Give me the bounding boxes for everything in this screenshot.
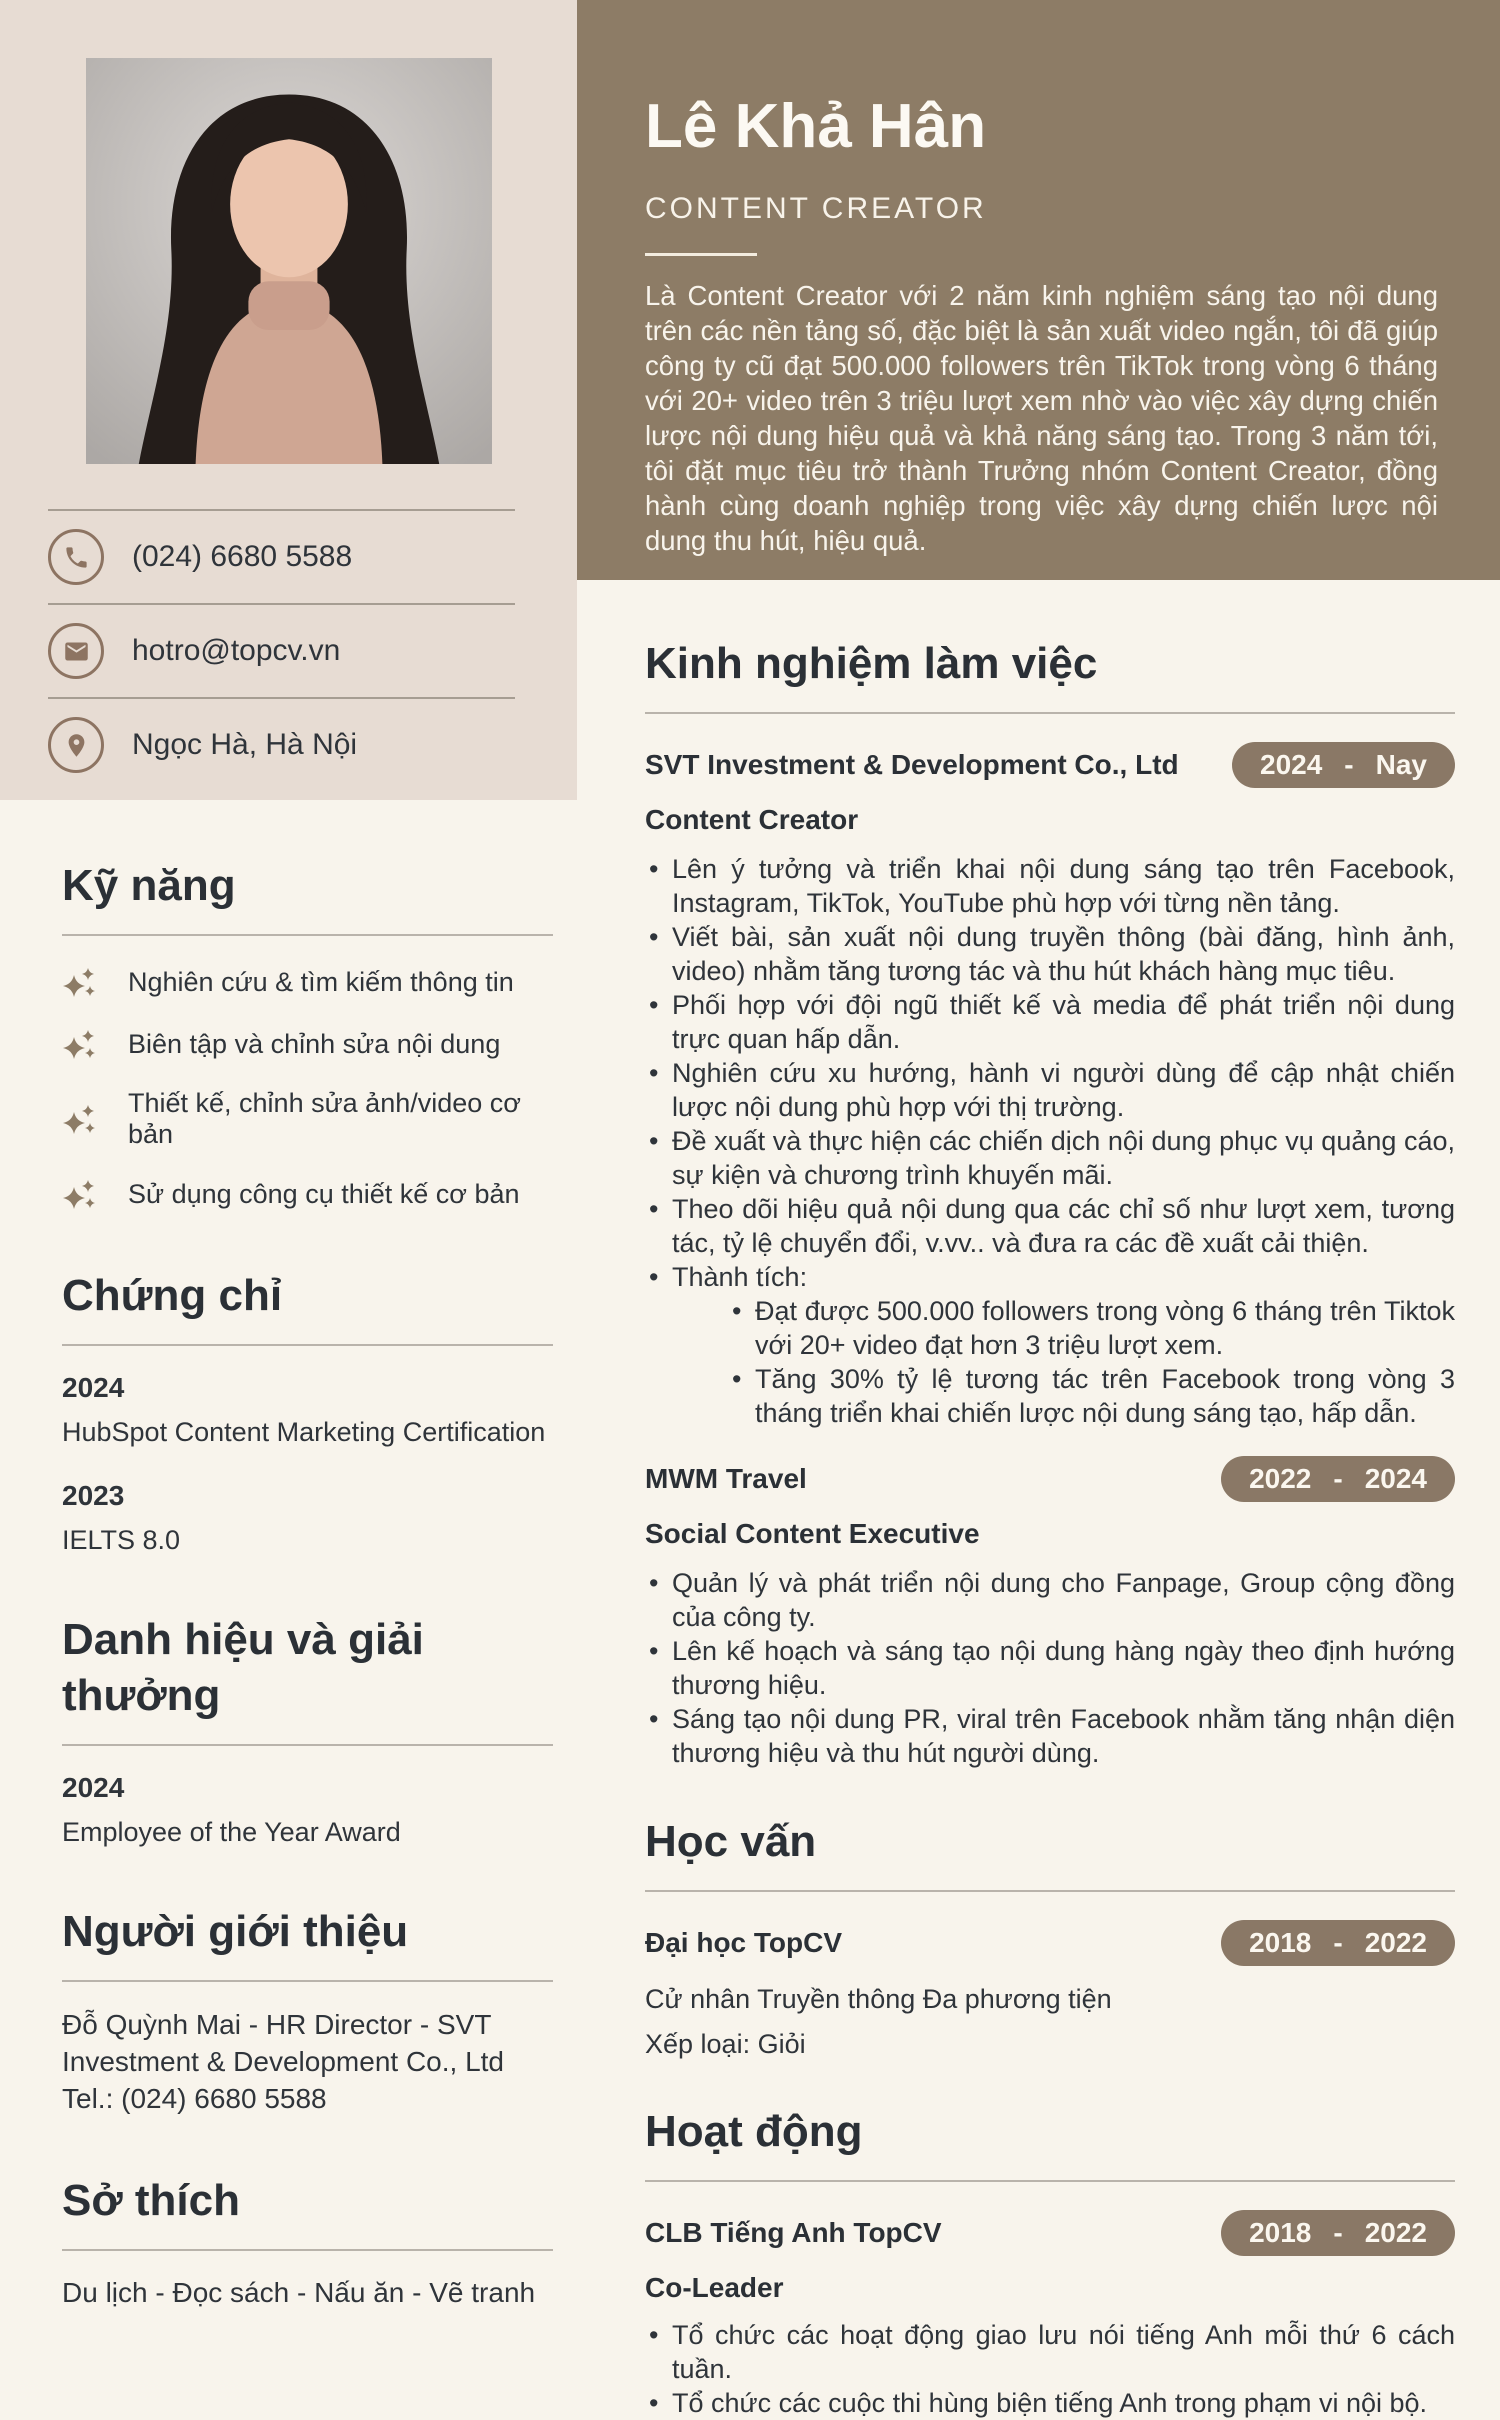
skill-label: Thiết kế, chỉnh sửa ảnh/video cơ bản bbox=[128, 1088, 521, 1149]
experience-heading: Kinh nghiệm làm việc bbox=[645, 639, 1098, 688]
bullet-item: • Tổ chức các cuộc thi hùng biện tiếng Anh trong phạm vi nội bộ. bbox=[645, 2386, 1455, 2420]
divider bbox=[645, 1890, 1455, 1892]
company-name: SVT Investment & Development Co., Ltd bbox=[645, 749, 1179, 780]
grade: Xếp loại: Giỏi bbox=[645, 2029, 806, 2059]
sidebar-photo-panel bbox=[0, 0, 577, 800]
section-experience bbox=[645, 636, 1455, 1770]
bullet-item: • Lên kế hoạch và sáng tạo nội dung hàng ngày theo định hướng thương hiệu. bbox=[645, 1634, 1455, 1702]
divider bbox=[62, 1744, 553, 1746]
experience-bullets bbox=[645, 1566, 1455, 1770]
header bbox=[577, 0, 1500, 580]
bullet-item: • Tổ chức các hoạt động giao lưu nói tiếng Anh mỗi thứ 6 cách tuần. bbox=[645, 2318, 1455, 2386]
period-start: 2018 bbox=[1249, 2217, 1312, 2248]
sparkle-icon bbox=[62, 964, 98, 1000]
main-column bbox=[577, 0, 1500, 2420]
entry-header bbox=[645, 1456, 1455, 1502]
section-certificates bbox=[62, 1268, 553, 1556]
reference-text: Đỗ Quỳnh Mai - HR Director - SVT Investment & Development Co., Ltd bbox=[62, 2009, 504, 2077]
bullet-item: • Nghiên cứu xu hướng, hành vi người dùng để cập nhật chiến lược nội dung phù hợp với thị trường. bbox=[645, 1056, 1455, 1124]
school-name: Đại học TopCV bbox=[645, 1927, 843, 1958]
contact-row-email bbox=[48, 603, 515, 697]
bullet-item: • Theo dõi hiệu quả nội dung qua các chỉ số như lượt xem, tương tác, tỷ lệ chuyển đổi, v.vv.. và đưa ra các đề xuất cải thiện. bbox=[645, 1192, 1455, 1260]
award-name: Employee of the Year Award bbox=[62, 1817, 401, 1847]
certificate-year: 2023 bbox=[62, 1480, 125, 1511]
sidebar bbox=[62, 800, 553, 2309]
experience-entry bbox=[645, 742, 1455, 1430]
bullet-item: • Phối hợp với đội ngũ thiết kế và media để phát triển nội dung trực quan hấp dẫn. bbox=[645, 988, 1455, 1056]
phone-icon bbox=[48, 529, 104, 585]
skill-item bbox=[62, 964, 553, 1000]
main-body bbox=[577, 636, 1500, 2420]
period-badge bbox=[1221, 1920, 1455, 1966]
skill-item bbox=[62, 1026, 553, 1062]
award-year: 2024 bbox=[62, 1772, 125, 1803]
section-reference bbox=[62, 1904, 553, 2117]
section-skills bbox=[62, 858, 553, 1212]
sparkle-icon bbox=[62, 1026, 98, 1062]
experience-entry bbox=[645, 1456, 1455, 1770]
period-end: Nay bbox=[1375, 749, 1427, 780]
page-title: Lê Khả Hân bbox=[645, 92, 987, 161]
profile-photo-illustration bbox=[86, 58, 492, 464]
address-value: Ngọc Hà, Hà Nội bbox=[132, 728, 358, 761]
section-education bbox=[645, 1814, 1455, 2060]
location-icon bbox=[48, 717, 104, 773]
contact-row-phone bbox=[48, 509, 515, 603]
skills-list bbox=[62, 964, 553, 1212]
divider bbox=[62, 2249, 553, 2251]
skill-label: Sử dụng công cụ thiết kế cơ bản bbox=[128, 1178, 520, 1209]
reference-heading: Người giới thiệu bbox=[62, 1907, 409, 1956]
period-start: 2018 bbox=[1249, 1927, 1312, 1958]
bullet-item: • Sáng tạo nội dung PR, viral trên Facebook nhằm tăng nhận diện thương hiệu và thu hút người dùng. bbox=[645, 1702, 1455, 1770]
entry-header bbox=[645, 1920, 1455, 1966]
certificate-year: 2024 bbox=[62, 1372, 125, 1403]
skill-label: Nghiên cứu & tìm kiếm thông tin bbox=[128, 966, 514, 997]
skill-item bbox=[62, 1176, 553, 1212]
awards-heading: Danh hiệu và giải thưởng bbox=[62, 1615, 424, 1720]
period-badge bbox=[1221, 2210, 1455, 2256]
certificate-name: HubSpot Content Marketing Certification bbox=[62, 1417, 546, 1447]
activity-bullets bbox=[645, 2318, 1455, 2420]
sparkle-icon bbox=[62, 1101, 98, 1137]
education-entry bbox=[645, 1920, 1455, 2060]
award-item bbox=[62, 1772, 553, 1848]
skills-heading: Kỹ năng bbox=[62, 861, 236, 910]
divider bbox=[62, 1980, 553, 1982]
activities-heading: Hoạt động bbox=[645, 2107, 863, 2156]
bullet-item: • Lên ý tưởng và triển khai nội dung sáng tạo trên Facebook, Instagram, TikTok, YouTube phù hợp với từng nền tảng. bbox=[645, 852, 1455, 920]
hobbies-heading: Sở thích bbox=[62, 2176, 240, 2225]
certificate-item bbox=[62, 1480, 553, 1556]
role-title: Co-Leader bbox=[645, 2272, 784, 2303]
organization-name: CLB Tiếng Anh TopCV bbox=[645, 2217, 942, 2248]
contact-row-address bbox=[48, 697, 515, 791]
reference-tel: Tel.: (024) 6680 5588 bbox=[62, 2083, 327, 2114]
bullet-item: • Viết bài, sản xuất nội dung truyền thông (bài đăng, hình ảnh, video) nhằm tăng tương tác và thu hút khách hàng mục tiêu. bbox=[645, 920, 1455, 988]
divider bbox=[62, 1344, 553, 1346]
activity-entry bbox=[645, 2210, 1455, 2420]
company-name: MWM Travel bbox=[645, 1463, 807, 1494]
entry-header bbox=[645, 2210, 1455, 2256]
bullet-item bbox=[645, 1260, 1455, 1430]
email-icon bbox=[48, 623, 104, 679]
divider bbox=[645, 712, 1455, 714]
section-hobbies bbox=[62, 2173, 553, 2309]
achievement-item: • Tăng 30% tỷ lệ tương tác trên Facebook trong vòng 3 tháng triển khai chiến lược nội dung sáng tạo, hấp dẫn. bbox=[728, 1362, 1455, 1430]
period-end: 2022 bbox=[1364, 1927, 1427, 1958]
certificate-name: IELTS 8.0 bbox=[62, 1525, 181, 1555]
education-heading: Học vấn bbox=[645, 1817, 817, 1866]
bullet-item: • Quản lý và phát triển nội dung cho Fanpage, Group cộng đồng của công ty. bbox=[645, 1566, 1455, 1634]
period-badge bbox=[1221, 1456, 1455, 1502]
divider bbox=[62, 934, 553, 936]
period-end: 2024 bbox=[1364, 1463, 1427, 1494]
certificate-item bbox=[62, 1372, 553, 1448]
period-start: 2024 bbox=[1260, 749, 1323, 780]
achievement-sublist bbox=[728, 1294, 1455, 1430]
profile-photo bbox=[86, 58, 492, 464]
hobbies-text: Du lịch - Đọc sách - Nấu ăn - Vẽ tranh bbox=[62, 2277, 536, 2308]
period-separator: - bbox=[1333, 1927, 1343, 1958]
experience-bullets bbox=[645, 852, 1455, 1430]
achievements-label: Thành tích: bbox=[672, 1262, 808, 1292]
header-divider bbox=[645, 253, 757, 256]
sparkle-icon bbox=[62, 1176, 98, 1212]
contact-list bbox=[48, 509, 515, 791]
period-separator: - bbox=[1344, 749, 1354, 780]
degree: Cử nhân Truyền thông Đa phương tiện bbox=[645, 1984, 1112, 2014]
period-end: 2022 bbox=[1364, 2217, 1427, 2248]
role-title: Social Content Executive bbox=[645, 1518, 980, 1549]
skill-label: Biên tập và chỉnh sửa nội dung bbox=[128, 1028, 501, 1059]
period-badge bbox=[1232, 742, 1455, 788]
profile-summary: Là Content Creator với 2 năm kinh nghiệm sáng tạo nội dung trên các nền tảng số, đặc biệt là sản xuất video ngắn, tôi đã giúp công ty cũ đạt 500.000 followers trên TikTok trong vòng 6 tháng với 20+ video trên 3 triệu lượt xem nhờ vào việc xây dựng chiến lược nội dung hiệu quả và khả năng sáng tạo. Trong 3 năm tới, tôi đặt mục tiêu trở thành Trưởng nhóm Content Creator, đồng hành cùng doanh nghiệp trong việc xây dựng chiến lược nội dung thu hút, hiệu quả. bbox=[645, 280, 1438, 556]
period-separator: - bbox=[1333, 2217, 1343, 2248]
email-value: hotro@topcv.vn bbox=[132, 634, 341, 667]
entry-header bbox=[645, 742, 1455, 788]
phone-value: (024) 6680 5588 bbox=[132, 540, 353, 573]
divider bbox=[645, 2180, 1455, 2182]
section-activities bbox=[645, 2104, 1455, 2420]
period-separator: - bbox=[1333, 1463, 1343, 1494]
certificates-heading: Chứng chỉ bbox=[62, 1271, 283, 1320]
bullet-item: • Đề xuất và thực hiện các chiến dịch nội dung phục vụ quảng cáo, sự kiện và chương trình khuyến mãi. bbox=[645, 1124, 1455, 1192]
achievement-item: • Đạt được 500.000 followers trong vòng 6 tháng trên Tiktok với 20+ video đạt hơn 3 triệu lượt xem. bbox=[728, 1294, 1455, 1362]
period-start: 2022 bbox=[1249, 1463, 1312, 1494]
skill-item bbox=[62, 1088, 553, 1150]
section-awards bbox=[62, 1612, 553, 1848]
job-title: CONTENT CREATOR bbox=[645, 192, 987, 225]
role-title: Content Creator bbox=[645, 804, 859, 835]
